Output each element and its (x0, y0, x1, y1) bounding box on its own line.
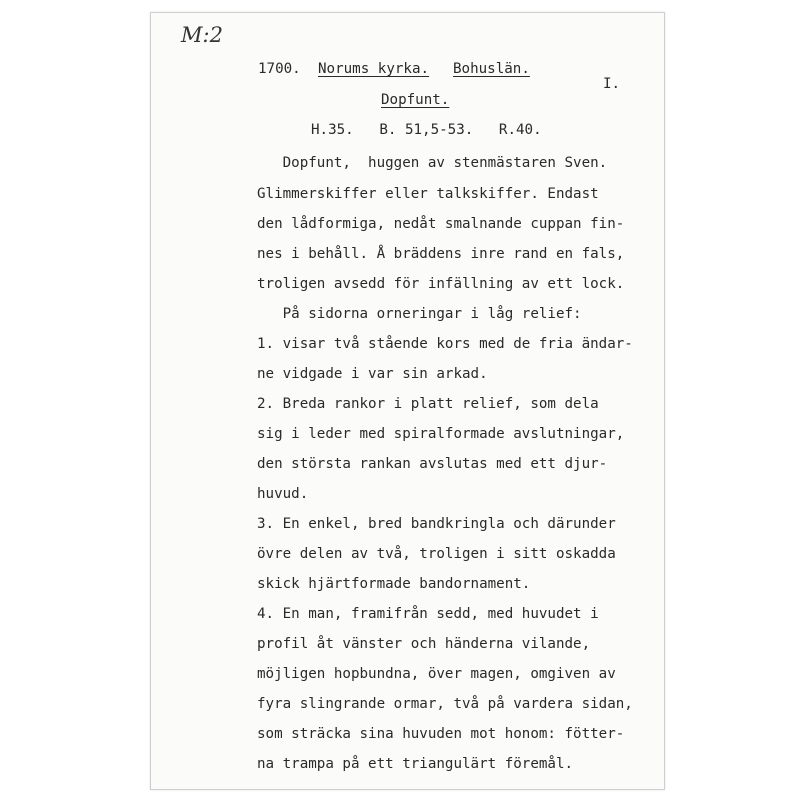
body-line: sig i leder med spiralformade avslutningar, (257, 426, 625, 442)
body-line: 3. En enkel, bred bandkringla och därunder (257, 516, 616, 532)
body-line: På sidorna orneringar i låg relief: (257, 306, 582, 322)
church-name: Norums kyrka. (318, 61, 430, 77)
body-line: troligen avsedd för infällning av ett lock. (257, 276, 625, 292)
measurements: H.35. B. 51,5-53. R.40. (311, 122, 542, 138)
province-name: Bohuslän. (453, 61, 530, 77)
body-line: na trampa på ett triangulärt föremål. (257, 756, 574, 772)
body-line: den största rankan avslutas med ett djur- (257, 456, 608, 472)
object-title: Dopfunt. (381, 92, 450, 108)
body-line: huvud. (257, 486, 309, 502)
body-line: övre delen av två, troligen i sitt oskadda (257, 546, 616, 562)
body-line: ne vidgade i var sin arkad. (257, 366, 488, 382)
index-card (150, 12, 665, 790)
sheet-number: I. (603, 76, 621, 92)
body-line: profil åt vänster och händerna vilande, (257, 636, 591, 652)
body-line: nes i behåll. Å bräddens inre rand en fals, (257, 246, 625, 262)
body-line: 1. visar två stående kors med de fria ändar- (257, 336, 633, 352)
handwritten-mark: M:2 (181, 23, 223, 47)
body-line: 2. Breda rankor i platt relief, som dela (257, 396, 599, 412)
body-line: som sträcka sina huvuden mot honom: fötter- (257, 726, 625, 742)
body-line: skick hjärtformade bandornament. (257, 576, 531, 592)
body-line: Glimmerskiffer eller talkskiffer. Endast (257, 186, 599, 202)
body-line: den lådformiga, nedåt smalnande cuppan fin- (257, 216, 625, 232)
catalog-number: 1700. (258, 61, 301, 77)
body-line: fyra slingrande ormar, två på vardera sidan, (257, 696, 633, 712)
body-line: 4. En man, framifrån sedd, med huvudet i (257, 606, 599, 622)
body-line: Dopfunt, huggen av stenmästaren Sven. (257, 155, 608, 171)
body-line: möjligen hopbundna, över magen, omgiven av (257, 666, 616, 682)
